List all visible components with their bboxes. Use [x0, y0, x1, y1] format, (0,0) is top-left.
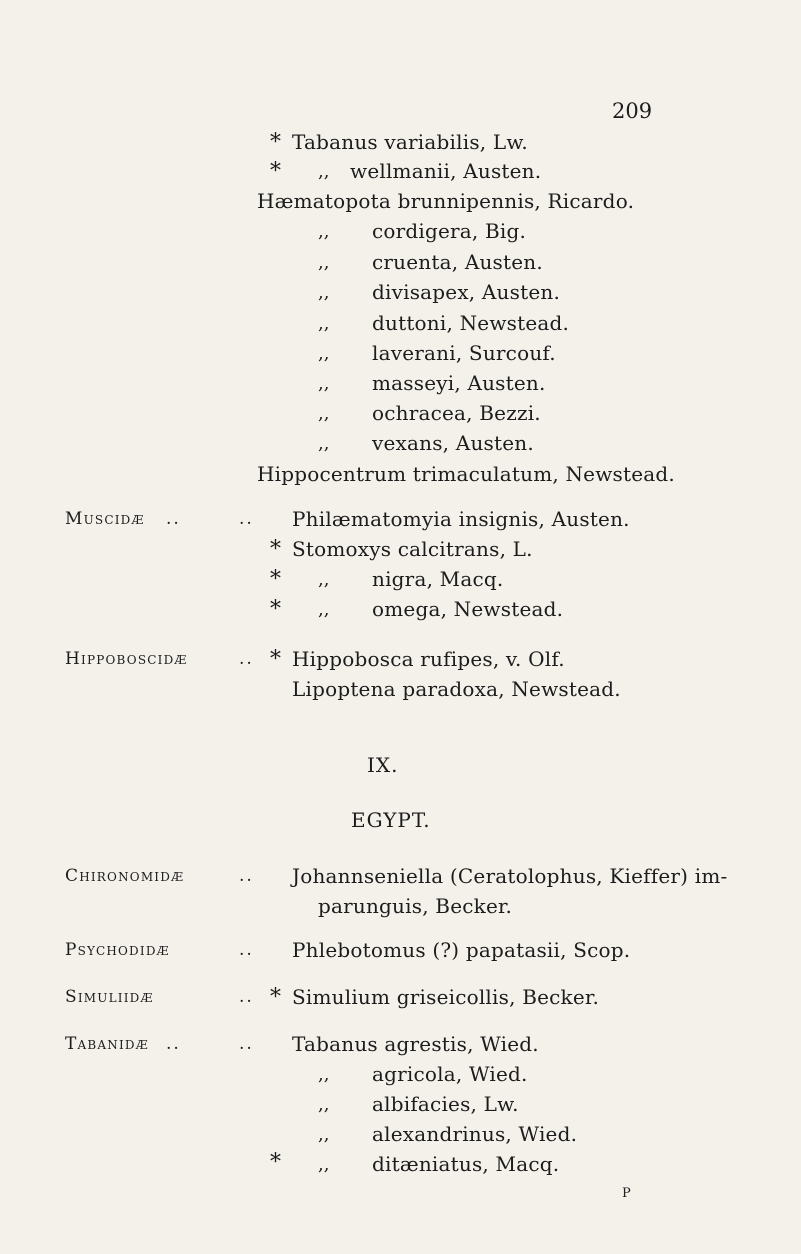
leader-dots: ..: [239, 1034, 254, 1054]
signature-mark: P: [622, 1186, 631, 1201]
ditto-mark: ,,: [318, 373, 330, 394]
asterisk-marker: *: [270, 597, 281, 622]
ditto-mark: ,,: [318, 343, 330, 364]
asterisk-marker: *: [270, 647, 281, 672]
section-title: EGYPT.: [351, 808, 431, 832]
species-entry: Hippobosca rufipes, v. Olf.: [292, 647, 565, 671]
species-entry: omega, Newstead.: [372, 597, 564, 621]
ditto-mark: ,,: [318, 252, 330, 273]
species-entry: alexandrinus, Wied.: [372, 1122, 578, 1146]
ditto-mark: ,,: [318, 599, 330, 620]
family-label: Psychodidæ: [65, 940, 170, 960]
family-label: Simuliidæ: [65, 987, 154, 1007]
species-entry: wellmanii, Austen.: [350, 159, 542, 183]
species-entry: Phlebotomus (?) papatasii, Scop.: [292, 938, 631, 962]
asterisk-marker: *: [270, 537, 281, 562]
species-entry: divisapex, Austen.: [372, 280, 561, 304]
ditto-mark: ,,: [318, 221, 330, 242]
species-entry: masseyi, Austen.: [372, 371, 546, 395]
ditto-mark: ,,: [318, 1064, 330, 1085]
species-entry: Simulium griseicollis, Becker.: [292, 985, 600, 1009]
species-entry: albifacies, Lw.: [372, 1092, 519, 1116]
family-label: Muscidæ: [65, 509, 145, 529]
ditto-mark: ,,: [318, 569, 330, 590]
leader-dots: ..: [239, 940, 254, 960]
species-entry: Stomoxys calcitrans, L.: [292, 537, 533, 561]
asterisk-marker: *: [270, 567, 281, 592]
species-entry: nigra, Macq.: [372, 567, 504, 591]
asterisk-marker: *: [270, 1150, 281, 1175]
species-entry: duttoni, Newstead.: [372, 311, 570, 335]
asterisk-marker: *: [270, 130, 281, 155]
ditto-mark: ,,: [318, 1154, 330, 1175]
species-entry: vexans, Austen.: [372, 431, 534, 455]
species-entry-continuation: parunguis, Becker.: [318, 894, 513, 918]
family-label: Tabanidæ: [65, 1034, 149, 1054]
species-entry: ditæniatus, Macq.: [372, 1152, 560, 1176]
asterisk-marker: *: [270, 985, 281, 1010]
ditto-mark: ,,: [318, 403, 330, 424]
species-entry: ochracea, Bezzi.: [372, 401, 541, 425]
species-entry: Johannseniella (Ceratolophus, Kieffer) im-: [292, 864, 728, 888]
species-entry: Hæmatopota brunnipennis, Ricardo.: [257, 189, 635, 213]
family-label: Chironomidæ: [65, 866, 185, 886]
leader-dots: ..: [239, 509, 254, 529]
ditto-mark: ,,: [318, 161, 330, 182]
ditto-mark: ,,: [318, 282, 330, 303]
leader-dots: ..: [239, 866, 254, 886]
leader-dots: ..: [166, 1034, 181, 1054]
species-entry: Philæmatomyia insignis, Austen.: [292, 507, 630, 531]
species-entry: Hippocentrum trimaculatum, Newstead.: [257, 462, 675, 486]
species-entry: agricola, Wied.: [372, 1062, 528, 1086]
ditto-mark: ,,: [318, 1094, 330, 1115]
species-entry: cordigera, Big.: [372, 219, 527, 243]
ditto-mark: ,,: [318, 1124, 330, 1145]
ditto-mark: ,,: [318, 433, 330, 454]
asterisk-marker: *: [270, 159, 281, 184]
species-entry: cruenta, Austen.: [372, 250, 543, 274]
leader-dots: ..: [166, 509, 181, 529]
leader-dots: ..: [239, 649, 254, 669]
species-entry: Tabanus variabilis, Lw.: [292, 130, 528, 154]
family-label: Hippoboscidæ: [65, 649, 188, 669]
section-number-heading: IX.: [367, 753, 399, 777]
species-entry: Lipoptena paradoxa, Newstead.: [292, 677, 621, 701]
species-entry: laverani, Surcouf.: [372, 341, 556, 365]
species-entry: Tabanus agrestis, Wied.: [292, 1032, 539, 1056]
ditto-mark: ,,: [318, 313, 330, 334]
leader-dots: ..: [239, 987, 254, 1007]
page-number: 209: [612, 99, 653, 123]
